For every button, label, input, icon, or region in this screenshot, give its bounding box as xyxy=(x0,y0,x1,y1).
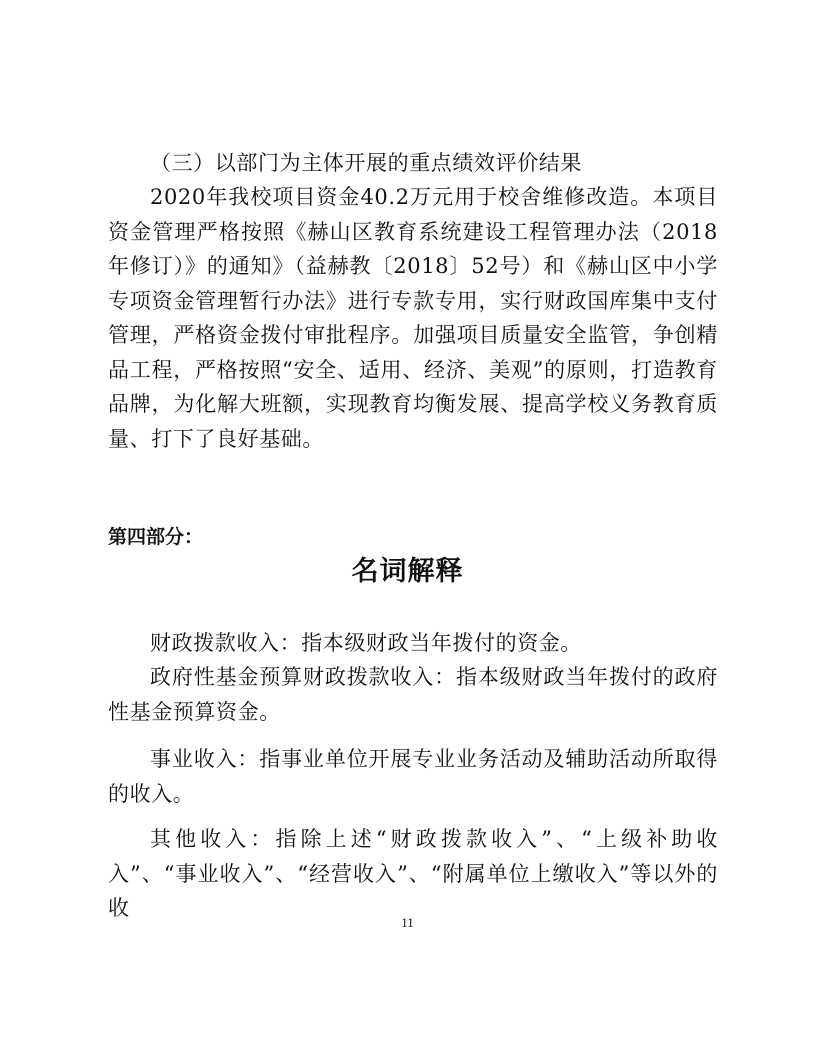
section-body-paragraph: 2020年我校项目资金40.2万元用于校舍维修改造。本项目资金管理严格按照《赫山区教育系统建设工程管理办法（2018年修订）》的通知》（益赫教〔2018〕52号）和《赫山区中小学专项资金管理暂行办法》进行专款专用，实行财政国库集中支付管理，严格资金拨付审批程序。加强项目质量安全监管，争创精品工程，严格按照“安全、适用、经济、美观”的原则，打造教育品牌，为化解大班额，实现教育均衡发展、提高学校义务教育质量、打下了良好基础。 xyxy=(108,185,718,451)
definition-item: 其他收入：指除上述“财政拨款收入”、“上级补助收入”、“事业收入”、“经营收入”、“附属单位上缴收入”等以外的收 xyxy=(108,827,718,920)
page-number: 11 xyxy=(401,915,414,930)
definition-item: 财政拨款收入：指本级财政当年拨付的资金。 xyxy=(150,631,582,655)
definition-item: 政府性基金预算财政拨款收入：指本级财政当年拨付的政府性基金预算资金。 xyxy=(108,665,718,724)
part-heading: 第四部分： xyxy=(108,526,204,548)
page-title: 名词解释 xyxy=(351,556,464,587)
section-heading: （三）以部门为主体开展的重点绩效评价结果 xyxy=(150,151,582,175)
definition-item: 事业收入：指事业单位开展专业业务活动及辅助活动所取得的收入。 xyxy=(108,747,718,806)
